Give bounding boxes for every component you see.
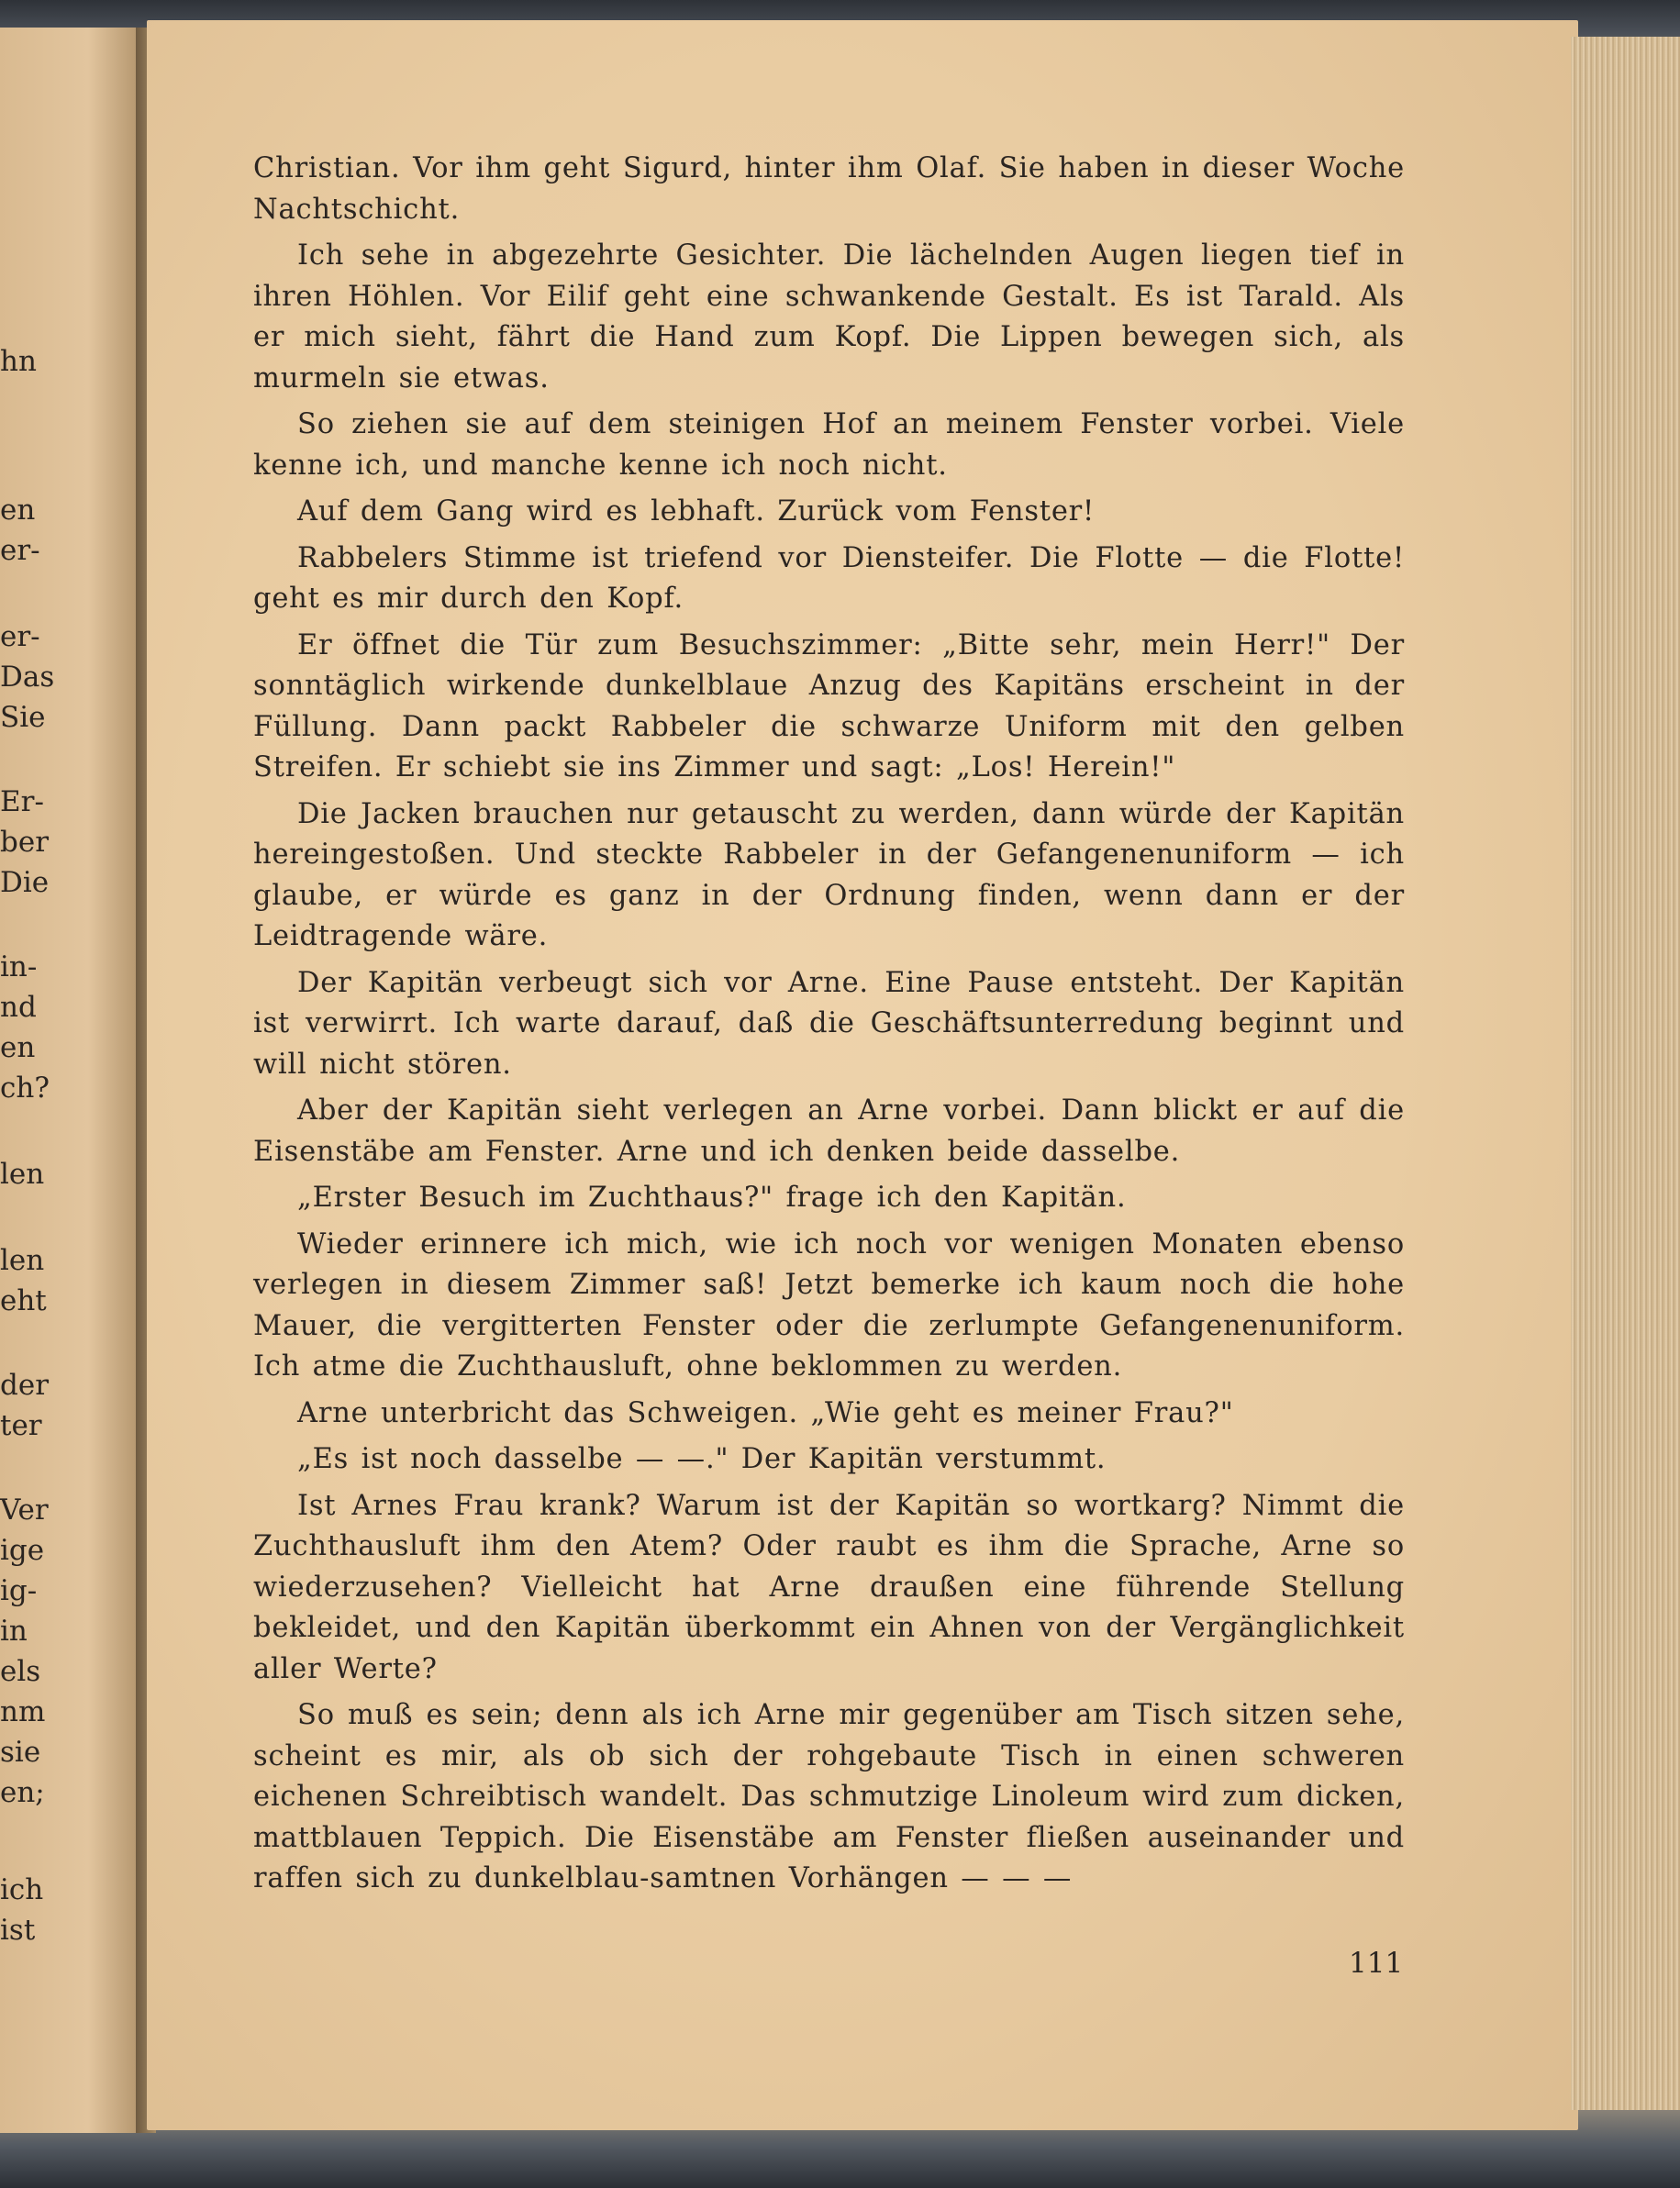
page-number: 111 [1349,1947,1404,1980]
left-page-fragment: Die [0,866,50,899]
left-page [0,28,147,2133]
left-page-fragment: ber [0,826,50,859]
left-page-fragment: Er- [0,785,44,818]
left-page-fragment: ter [0,1409,42,1442]
paragraph: „Erster Besuch im Zuchthaus?" frage ich den Kapitän. [297,1182,1127,1214]
left-page-fragment: Ver [0,1494,49,1527]
left-page-fragment: ig- [0,1574,38,1607]
paragraph: Ich sehe in abgezehrte Gesichter. Die lächelnden Augen liegen tief in ihren Höhlen. Vor Eilif geht eine schwankende Gestalt. Es ist Tarald. Als er mich sieht, fährt die Hand zum Kopf. Die Lippen bewegen sich, als murmeln sie etwas. [253,239,1405,394]
paragraph: Auf dem Gang wird es lebhaft. Zurück vom Fenster! [297,495,1096,528]
left-page-fragment: er- [0,620,40,653]
paragraph: Wieder erinnere ich mich, wie ich noch vor wenigen Monaten ebenso verlegen in diesem Zimmer saß! Jetzt bemerke ich kaum noch die hohe Mauer, die vergitterten Fenster oder die zerlumpte Gefangenenuniform. Ich atme die Zuchthausluft, ohne beklommen zu werden. [253,1227,1405,1383]
left-page-fragment: els [0,1655,41,1688]
left-page-fragment: Sie [0,701,46,734]
left-page-fragment: hn [0,345,37,378]
left-page-fragment: ige [0,1534,45,1567]
left-page-fragment: er- [0,534,40,567]
paragraph: „Es ist noch dasselbe — —." Der Kapitän verstummt. [297,1443,1107,1475]
left-page-fragment: der [0,1369,50,1402]
left-page-fragment: sie [0,1736,41,1769]
paragraph: Ist Arnes Frau krank? Warum ist der Kapitän so wortkarg? Nimmt die Zuchthausluft ihm den Atem? Oder raubt es ihm die Sprache, Arne so wiederzusehen? Vielleicht hat Arne draußen eine führende Stellung bekleidet, und den Kapitän überkommt ein Ahnen von der Vergänglichkeit aller Werte? [253,1489,1405,1685]
page-body-text [253,149,1405,1905]
left-page-fragment: len [0,1244,45,1277]
left-page-fragment: ich [0,1873,44,1906]
page-edges [1571,37,1680,2110]
paragraph: Er öffnet die Tür zum Besuchszimmer: „Bitte sehr, mein Herr!" Der sonntäglich wirkende dunkelblaue Anzug des Kapitäns erscheint in der Füllung. Dann packt Rabbeler die schwarze Uniform mit den gelben Streifen. Er schiebt sie ins Zimmer und sagt: „Los! Herein!" [253,628,1405,783]
paragraph: Rabbelers Stimme ist triefend vor Diensteifer. Die Flotte — die Flotte! geht es mir durch den Kopf. [253,541,1405,615]
paragraph: So ziehen sie auf dem steinigen Hof an meinem Fenster vorbei. Viele kenne ich, und manche kenne ich noch nicht. [253,408,1405,482]
left-page-fragment: in- [0,950,38,983]
paragraph: So muß es sein; denn als ich Arne mir gegenüber am Tisch sitzen sehe, scheint es mir, als ob sich der rohgebaute Tisch in einen schweren eichenen Schreibtisch wandelt. Das schmutzige Linoleum wird zum dicken, mattblauen Teppich. Die Eisenstäbe am Fenster fließen auseinander und raffen sich zu dunkelblau-samtnen Vorhängen — — — [253,1699,1405,1894]
left-page-fragment: len [0,1158,45,1191]
paragraph: Aber der Kapitän sieht verlegen an Arne vorbei. Dann blickt er auf die Eisenstäbe am Fenster. Arne und ich denken beide dasselbe. [253,1094,1405,1168]
left-page-fragment: nd [0,991,37,1024]
left-page-fragment: eht [0,1284,47,1317]
left-page-fragment: ist [0,1914,36,1947]
left-page-fragment: Das [0,661,55,694]
left-page-fragment: en [0,1031,36,1064]
left-page-fragment: nm [0,1695,46,1728]
left-page-fragment: en [0,494,36,527]
left-page-fragment: in [0,1615,28,1648]
paragraph: Arne unterbricht das Schweigen. „Wie geht es meiner Frau?" [297,1396,1234,1429]
paragraph: Die Jacken brauchen nur getauscht zu werden, dann würde der Kapitän hereingestoßen. Und steckte Rabbeler in der Gefangenenuniform — ich glaube, er würde es ganz in der Ordnung finden, wenn dann er der Leidtragende wäre. [253,797,1405,952]
left-page-fragment: ch? [0,1072,50,1105]
left-page-fragment: en; [0,1776,45,1809]
paragraph: Der Kapitän verbeugt sich vor Arne. Eine Pause entsteht. Der Kapitän ist verwirrt. Ich warte darauf, daß die Geschäftsunterredung beginnt und will nicht stören. [253,966,1405,1081]
paragraph: Christian. Vor ihm geht Sigurd, hinter ihm Olaf. Sie haben in dieser Woche Nachtschicht. [253,152,1405,226]
